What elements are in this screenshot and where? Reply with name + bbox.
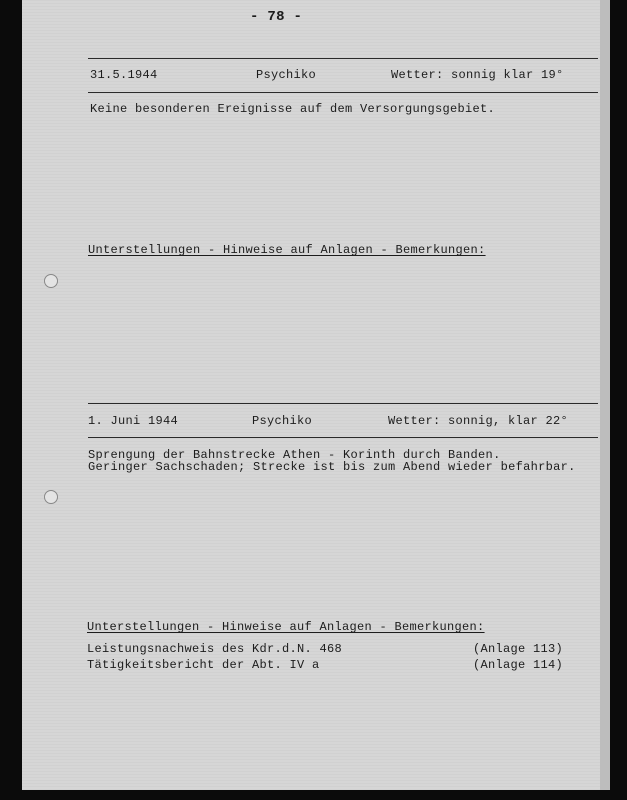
attachment-ref: (Anlage 114) xyxy=(473,658,564,672)
entry-text-line: Geringer Sachschaden; Strecke ist bis zum Abend wieder befahrbar. xyxy=(88,460,576,474)
entry-place: Psychiko xyxy=(256,68,317,82)
punch-hole xyxy=(44,274,58,288)
header-rule-top xyxy=(88,58,598,59)
attachment-ref: (Anlage 113) xyxy=(473,642,564,656)
section-heading: Unterstellungen - Hinweise auf Anlagen - Bemerkungen: xyxy=(88,243,486,257)
entry-weather: Wetter: sonnig, klar 22° xyxy=(388,414,569,428)
header-rule-bottom xyxy=(88,437,598,438)
entry-text-line: Sprengung der Bahnstrecke Athen - Korinth durch Banden. xyxy=(88,448,501,462)
entry-date: 1. Juni 1944 xyxy=(88,414,179,428)
attachment-text: Leistungsnachweis des Kdr.d.N. 468 xyxy=(87,642,343,656)
header-rule-bottom xyxy=(88,92,598,93)
page-edge xyxy=(600,0,610,790)
entry-place: Psychiko xyxy=(252,414,313,428)
attachment-text: Tätigkeitsbericht der Abt. IV a xyxy=(87,658,320,672)
section-heading: Unterstellungen - Hinweise auf Anlagen - Bemerkungen: xyxy=(87,620,485,634)
page-number: - 78 - xyxy=(250,9,303,25)
entry-text: Keine besonderen Ereignisse auf dem Versorgungsgebiet. xyxy=(90,102,496,116)
entry-date: 31.5.1944 xyxy=(90,68,158,82)
punch-hole xyxy=(44,490,58,504)
entry-weather: Wetter: sonnig klar 19° xyxy=(391,68,564,82)
header-rule-top xyxy=(88,403,598,404)
